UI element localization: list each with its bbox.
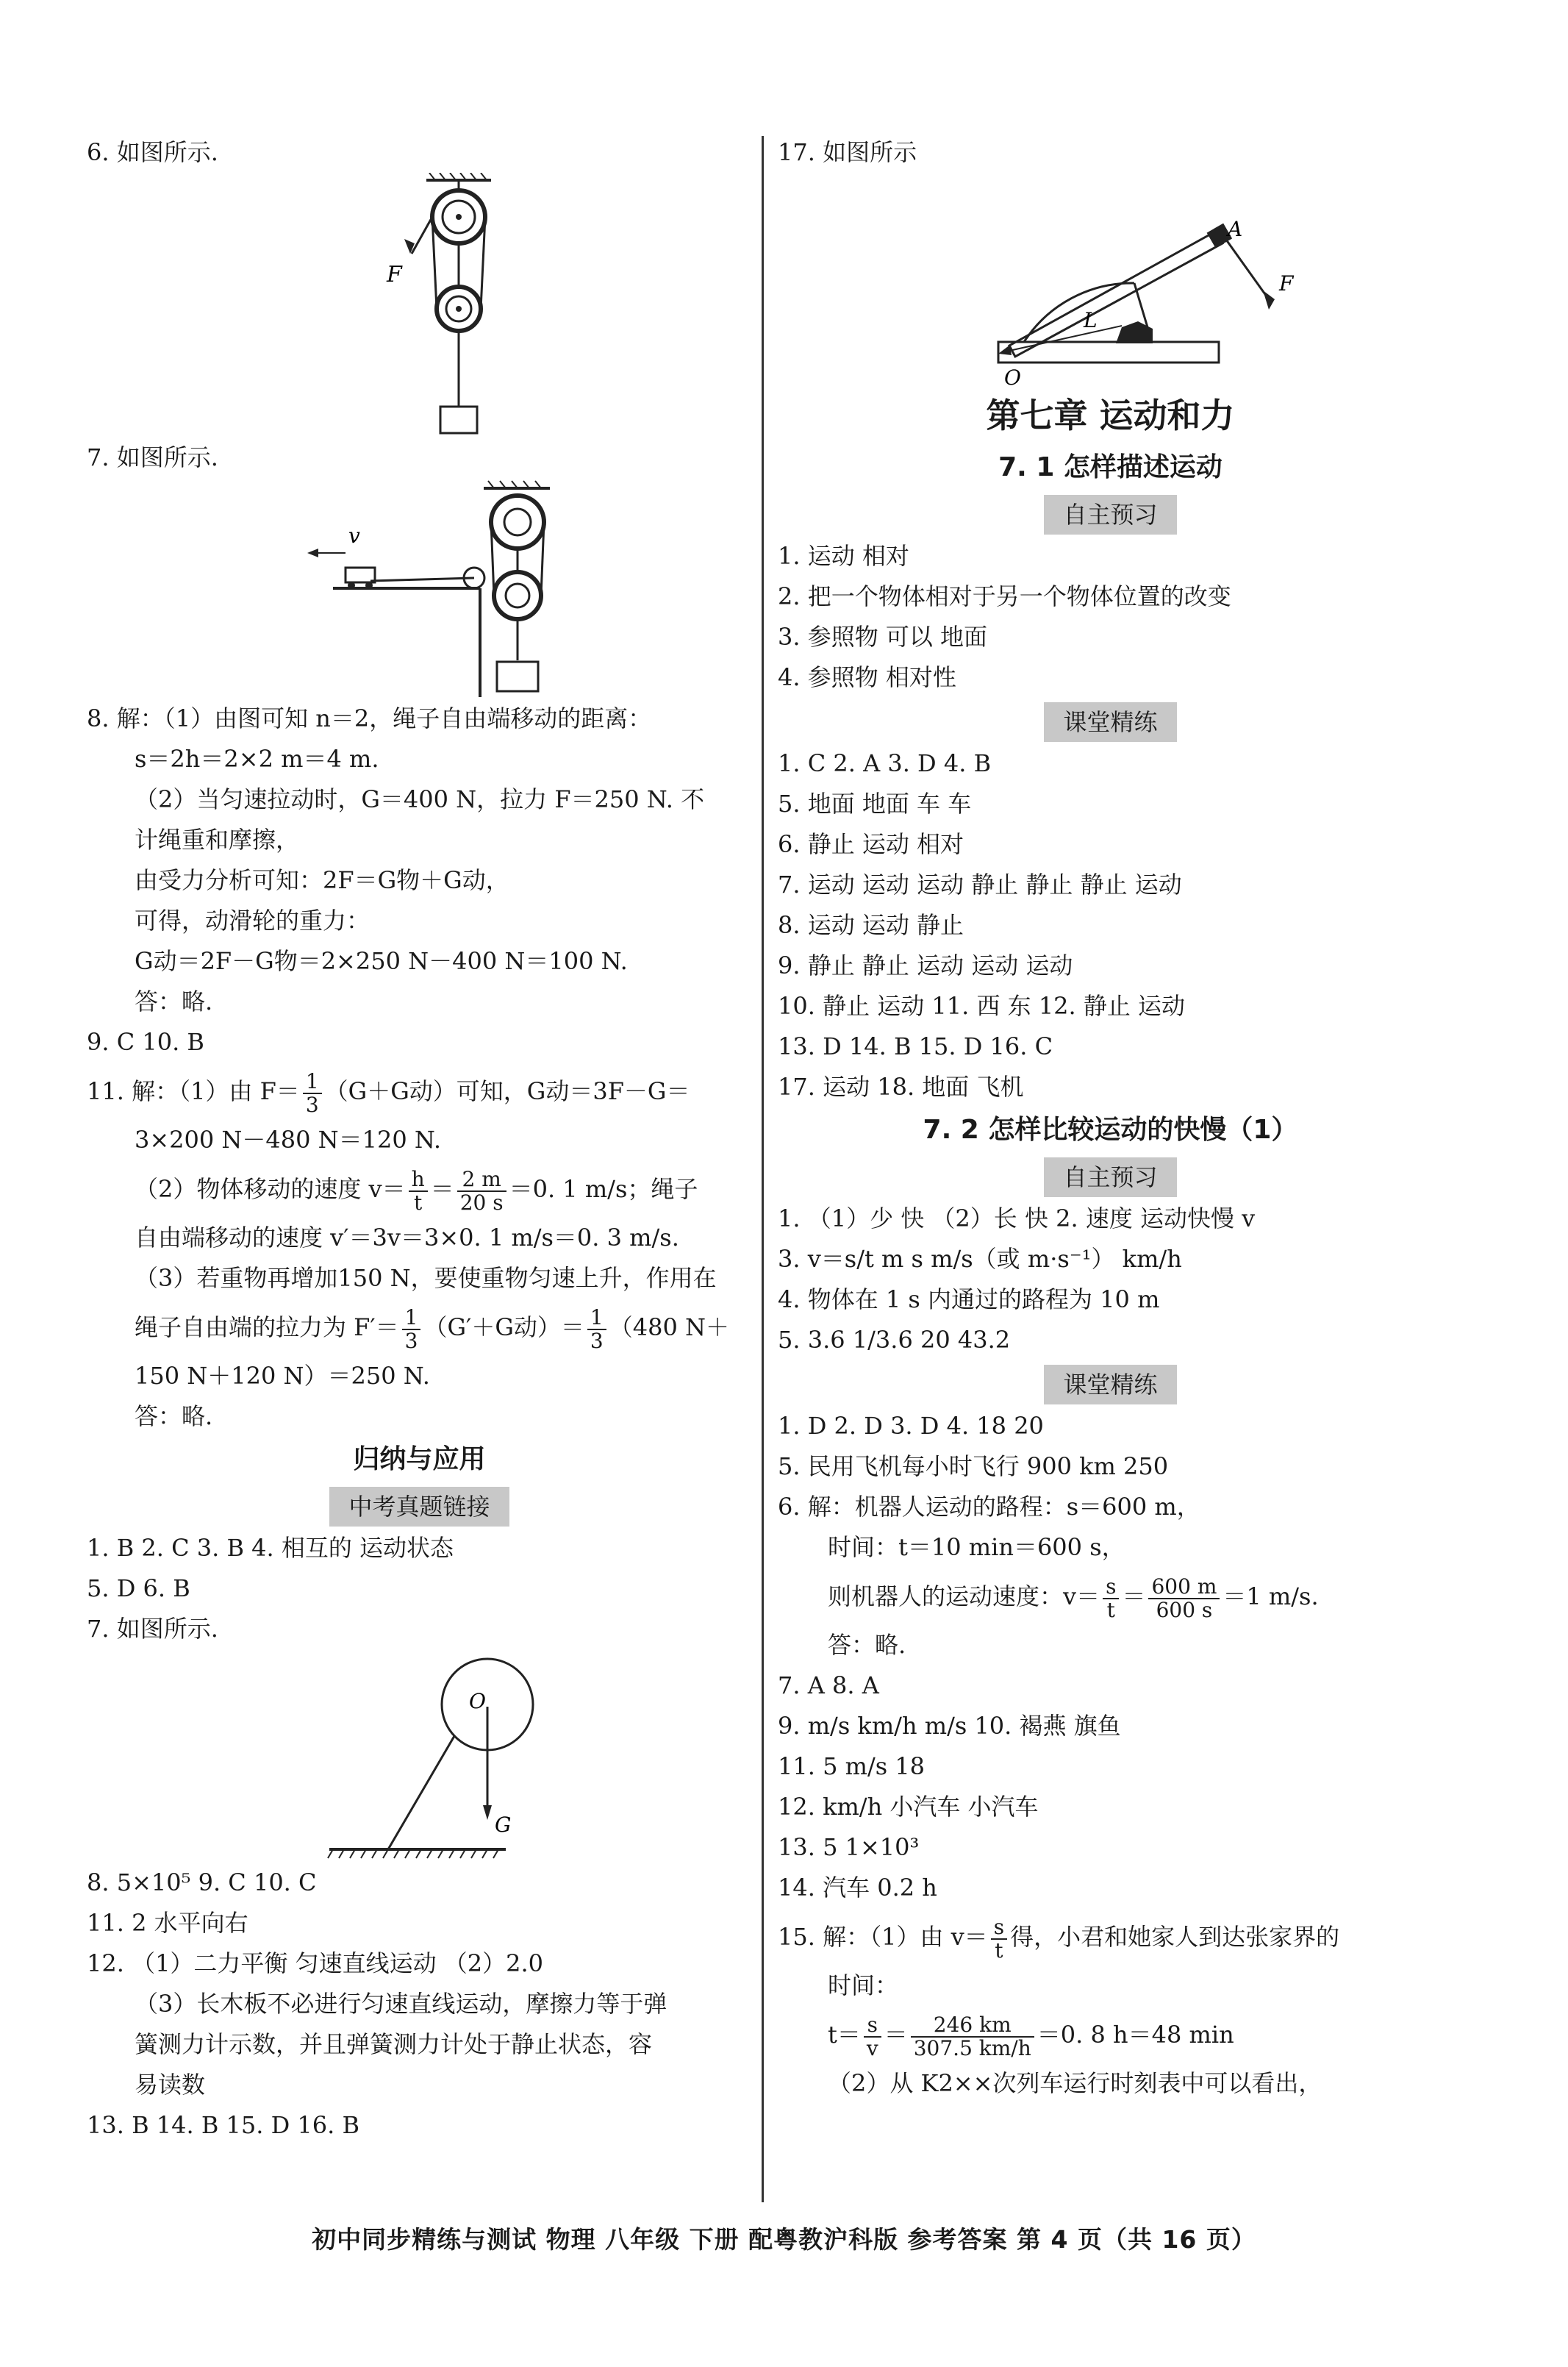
answer-8: 8. 解：（1）由图可知 n＝2，绳子自由端移动的距离： s＝2h＝2×2 m＝4 m. （2）当匀速拉动时，G＝400 N，拉力 F＝250 N. 不 计绳重和摩擦， 由受力分析可知：2F＝G物＋G动， 可得，动滑轮的重力： G动＝2F－G物＝2×250 N－400 N＝100 N. 答：略. bbox=[87, 704, 705, 1015]
answer-15-time: t＝ $\frac{s}{v}$ ＝ $\frac{246 km}{307.5 km/h}$ ＝0. 8 h＝48 min bbox=[828, 2012, 1234, 2060]
pivot-label-O: O bbox=[1004, 365, 1021, 386]
pulley-figure-7 bbox=[87, 478, 752, 699]
ball-figure bbox=[87, 1649, 752, 1863]
force-label-F: F bbox=[387, 262, 402, 288]
section-7-2-title: 7. 2 怎样比较运动的快慢（1） bbox=[923, 1115, 1298, 1145]
tag-class-practice-2: 课堂精练 bbox=[1044, 1365, 1176, 1404]
tag-exam-links: 中考真题链接 bbox=[329, 1487, 509, 1527]
lever-arm-label-L: L bbox=[1084, 308, 1098, 332]
answer-15-line1: 15. 解：（1）由 v＝ $\frac{s}{t}$ 得，小君和她家人到达张家界的 bbox=[778, 1914, 1340, 1963]
force-label-F: F bbox=[1279, 271, 1294, 296]
ball-diagram bbox=[87, 1649, 752, 1863]
answer-9-10: 9. C 10. B bbox=[87, 1028, 204, 1056]
section-title-summary: 归纳与应用 bbox=[353, 1444, 486, 1474]
section-7-1-title: 7. 1 怎样描述运动 bbox=[998, 452, 1222, 482]
chapter-title: 第七章 运动和力 bbox=[986, 396, 1235, 435]
tag-self-study: 自主预习 bbox=[1044, 495, 1176, 535]
lever-figure bbox=[778, 173, 1443, 386]
right-column: 17. 如图所示 L A F O 第七章 运动和力 7. 1 怎样描述运动 自主预习 1. 运动 相对 2. 把一个物体相对于另一个物体位置的改变 3. 参照物 可以 地面 4. 参照物 相对性 课堂精练 1. C 2. A 3. D 4. B 5. 地面 地面 车 车 6. 静止 运动 相对 7. 运动 运动 运动 静止 静止 静止 运动 8. 运动 运动 静止 9. 静止 静止 运动 运动 运动 10. 静止 运动 11. 西 东 12. 静止 运动 13. D 14. B 15. D 16. C 17. 运动 18. 地面 飞机 7. 2 怎样比较运动的快慢（1） 自主预习 1. （1）少 快 （2）长 快 2. 速度 运动快慢 v 3. v＝s/t m s m/s（或 m·s⁻¹） km/h 4. 物体在 1 s 内通过的路程为 10 m 5. 3.6 1/3.6 20 43.2 课堂精练 1. D 2. D 3. D 4. 18 20 5. 民用飞机每小时飞行 900 km 250 6. 解：机器人运动的路程：s＝600 m， 时间：t＝10 min＝600 s， 则机器人的运动速度：v＝ $\frac{s}{t}$ ＝ $\frac{600 m}{600 s}$ ＝1 m/s. 答：略. 7. A 8. A 9. m/s km/h m/s 10. 褐燕 旗鱼 11. 5 m/s 18 12. km/h 小汽车 小汽车 13. 5 1×10³ 14. 汽车 0.2 h 15. 解：（1）由 v＝ $\frac{s}{t}$ 得，小君和她家人到达张家界的 时间： t＝ $\frac{s}{v}$ ＝ $\frac{246 km}{307.5 km/h}$ ＝0. 8 h＝48 min （2）从 K2××次列车运行时刻表中可以看出， bbox=[778, 132, 1443, 2104]
answer-11: 11. 解：（1）由 F＝ $\frac{1}{3}$ （G＋G动）可知，G动＝3F－G＝ 3×200 N－480 N＝120 N. （2）物体移动的速度 v＝ $\frac{h}{t}$ ＝ $\frac{2 m}{20 s}$ ＝0. 1 m/s；绳子 自由端移动的速度 v′＝3v＝3×0. 1 m/s＝0. 3 m/s. （3）若重物再增加150 N，要使重物匀速上升，作用在 绳子自由端的拉力为 F′＝ $\frac{1}{3}$ （G′＋G动）＝ $\frac{1}{3}$ （480 N＋ 150 N＋120 N）＝250 N. 答：略. bbox=[87, 1068, 729, 1430]
point-label-A: A bbox=[1228, 217, 1243, 241]
tag-class-practice: 课堂精练 bbox=[1044, 702, 1176, 742]
velocity-label-v: v bbox=[348, 524, 360, 548]
pulley-diagram-6 bbox=[87, 173, 752, 438]
center-label-O: O bbox=[469, 1689, 486, 1713]
column-divider bbox=[762, 136, 764, 2202]
answer-17: 17. 如图所示 bbox=[778, 138, 917, 166]
pulley-diagram-7 bbox=[87, 478, 752, 699]
tag-self-study-2: 自主预习 bbox=[1044, 1157, 1176, 1197]
answer-6: 6. 如图所示. bbox=[87, 138, 218, 166]
lever-diagram bbox=[778, 173, 1443, 386]
left-column: 6. 如图所示. F 7. 如图所示. v 8. 解：（1）由图可知 n＝2，绳子自由端移动的距离： s＝2h＝2×2 m＝4 m. （2）当匀速拉动时，G＝400 N，拉力 F＝250 N. 不 计绳重和摩擦， 由受力分析可知：2F＝G物＋G动， 可得，动滑轮的重力： G动＝2F－G物＝2×250 N－400 N＝100 N. 答：略. 9. C 10. B 11. 解：（1）由 F＝ $\frac{1}{3}$ （G＋G动）可知，G动＝3F－G＝ 3×200 N－480 N＝120 N. （2）物体移动的速度 v＝ $\frac{h}{t}$ ＝ $\frac{2 m}{20 s}$ ＝0. 1 m/s；绳子 自由端移动的速度 v′＝3v＝3×0. 1 m/s＝0. 3 m/s. （3）若重物再增加150 N，要使重物匀速上升，作用在 绳子自由端的拉力为 F′＝ $\frac{1}{3}$ （G′＋G动）＝ $\frac{1}{3}$ （480 N＋ 150 N＋120 N）＝250 N. 答：略. 归纳与应用 中考真题链接 1. B 2. C 3. B 4. 相互的 运动状态 5. D 6. B 7. 如图所示. O G 8. 5×10⁵ 9. C 10. C 11. 2 水平向右 12. （1）二力平衡 匀速直线运动 （2）2.0 （3）长木板不必进行匀速直线运动，摩擦力等于弹 簧测力计示数，并且弹簧测力计处于静止状态，容 易读数 13. B 14. B 15. D 16. B bbox=[87, 132, 752, 2146]
speed-formula-line: 则机器人的运动速度：v＝ $\frac{s}{t}$ ＝ $\frac{600 m}{600 s}$ ＝1 m/s. bbox=[828, 1574, 1319, 1622]
pulley-figure-6 bbox=[87, 173, 752, 438]
fraction-one-third: $\frac{1}{3}$ bbox=[303, 1071, 322, 1116]
gravity-label-G: G bbox=[495, 1813, 512, 1837]
page-footer: 初中同步精练与测试 物理 八年级 下册 配粤教沪科版 参考答案 第 4 页（共 16 页） bbox=[312, 2225, 1256, 2254]
answer-7: 7. 如图所示. bbox=[87, 443, 218, 471]
